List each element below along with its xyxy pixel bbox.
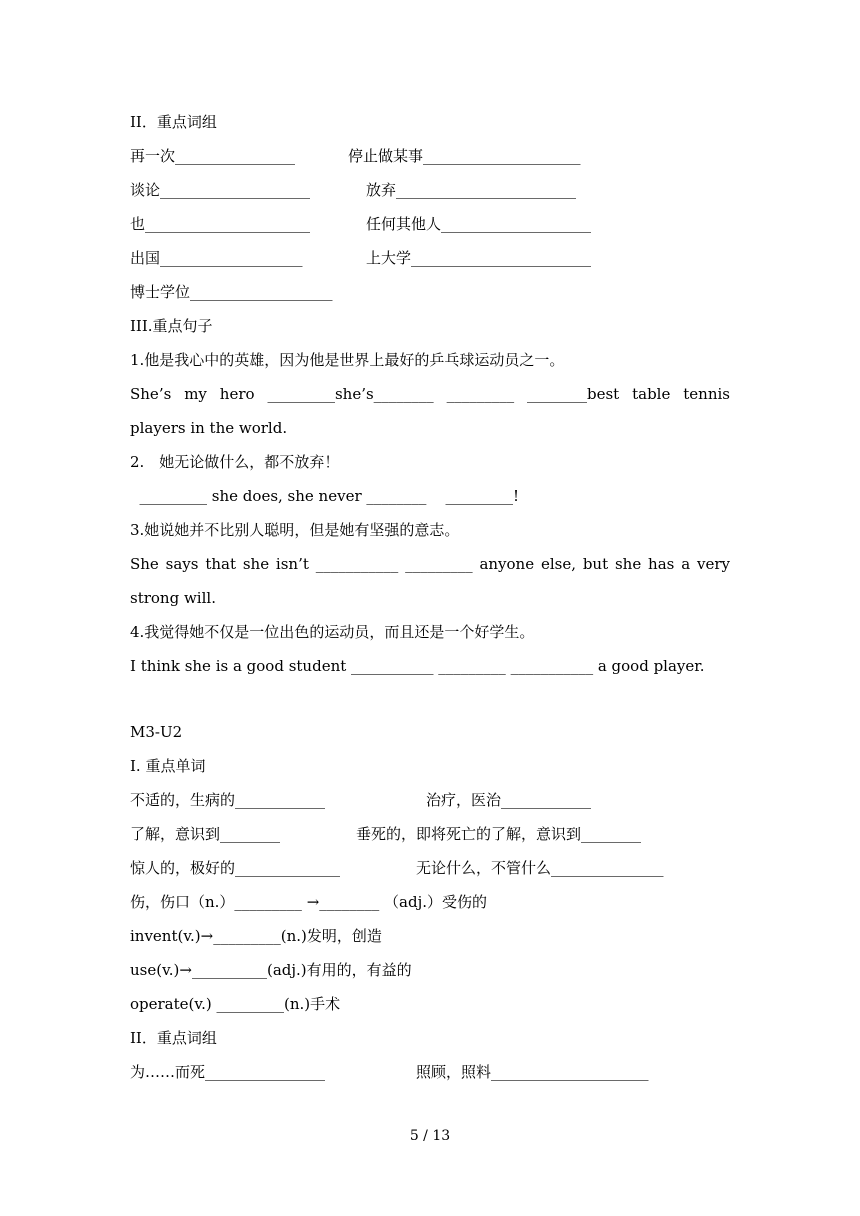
phrase-item: 出国___________________ [130,249,303,267]
unit-title: M3-U2 [130,723,183,741]
words-heading: I. 重点单词 [130,757,206,775]
sentence-english: She says that she isn’t ___________ _________ anyone else, but she has a very [130,555,730,573]
phrase-item: 任何其他人____________________ [366,215,592,233]
sentence-chinese: 1.他是我心中的英雄，因为他是世界上最好的乒乓球运动员之一。 [130,351,565,369]
word-item: 惊人的，极好的______________ [130,859,341,877]
page-number: 5 / 13 [409,1128,451,1144]
sentence-chinese: 3.她说她并不比别人聪明，但是她有坚强的意志。 [130,521,460,539]
phrase-item: 放弃________________________ [366,181,577,199]
phrase-item: 停止做某事_____________________ [348,147,581,165]
sentence-english: She’s my hero _________she’s________ _________ ________best table tennis [130,385,730,403]
word-line: 伤，伤口（n.）_________ →________ （adj.）受伤的 [130,893,487,911]
phrase-item: 上大学________________________ [366,249,592,267]
word-item: 无论什么，不管什么_______________ [416,859,664,877]
phrase-item: 为……而死________________ [130,1063,326,1081]
word-item: 不适的，生病的____________ [130,791,326,809]
phrase-item: 再一次________________ [130,147,296,165]
sentence-chinese: 4.我觉得她不仅是一位出色的运动员，而且还是一个好学生。 [130,623,535,641]
phrases-heading: II．重点词组 [130,1029,217,1047]
sentence-english: strong will. [130,589,216,607]
phrase-item: 也______________________ [130,215,311,233]
word-item: 治疗，医治____________ [426,791,592,809]
sentence-english: I think she is a good student ___________ _________ ___________ a good player. [130,657,705,675]
phrase-item: 照顾，照料_____________________ [416,1063,649,1081]
sentences-heading: III.重点句子 [130,317,213,335]
word-item: 了解，意识到________ [130,825,281,843]
phrase-item: 博士学位___________________ [130,283,333,301]
sentence-english: _________ she does, she never ________ _________! [130,487,519,505]
word-line: use(v.)→__________(adj.)有用的，有益的 [130,961,412,979]
word-line: invent(v.)→_________(n.)发明，创造 [130,927,382,945]
word-line: operate(v.) _________(n.)手术 [130,995,341,1013]
sentence-chinese: 2. 她无论做什么，都不放弃！ [130,453,340,471]
word-item: 垂死的，即将死亡的了解，意识到________ [356,825,642,843]
sentence-english: players in the world. [130,419,288,437]
phrase-item: 谈论____________________ [130,181,311,199]
phrases-heading: II．重点词组 [130,113,217,131]
